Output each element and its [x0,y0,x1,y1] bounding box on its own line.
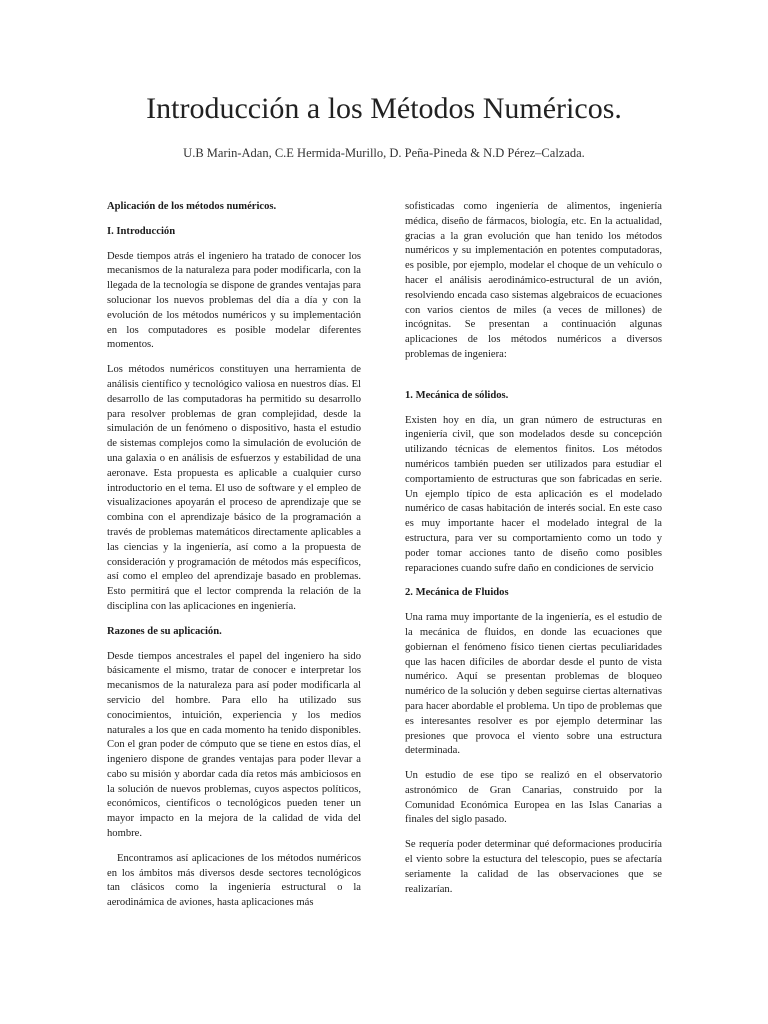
fluids-paragraph-2: Un estudio de ese tipo se realizó en el observatorio astronómico de Gran Canarias, construido por la Comunidad Económica Europea en las Islas Canarias a finales del siglo pasado. [405,770,662,826]
solids-paragraph: Existen hoy en día, un gran número de estructuras en ingeniería civil, que son modelados desde su concepción utilizando técnicas de elementos finitos. Los métodos numéricos también pueden ser utilizados para estudiar el comportamiento de estructuras que son fabricadas en serie. Un ejemplo típico de esta aplicación es el modelado numérico de casas habitación de interés social. En este caso es muy importante hacer el modelado integral de la estructura, para ver su comportamiento como un todo y poder tomar acciones tanto de diseño como posibles reparaciones cuando sufre daño en condiciones de servicio [405,414,662,574]
fluids-paragraph-3: Se requería poder determinar qué deformaciones produciría el viento sobre la estuctura del telescopio, pues se afectaría seriamente la calidad de las observaciones que se realizarían. [405,839,662,895]
continuation-paragraph: sofisticadas como ingeniería de alimentos, ingeniería médica, diseño de fármacos, biología, etc. En la actualidad, gracias a la gran evolución que han tenido los métodos numéricos y su implementación en potentes computadoras, es posible, por ejemplo, modelar el choque de un vehículo o hacer el análisis aerodinámico-estructural de un avión, resolviendo encada caso sistemas algebraicos de ecuaciones con varios cientos de miles (a veces de millones) de incógnitas. Se presentan a continuación algunas aplicaciones de los métodos numéricos a diversos problemas de ingeniera: [405,201,662,360]
heading-application: Aplicación de los métodos numéricos. [107,201,277,212]
right-column [405,200,662,907]
reasons-paragraph-1: Desde tiempos ancestrales el papel del ingeniero ha sido básicamente el mismo, tratar de conocer e interpretar los mecanismos de la naturaleza para así poder modificarla al servicio del hombre. Para ello ha utilizado sus conocimientos, intuición, experiencia y los medios naturales a los que en cada momento ha tenido disponibles. Con el gran poder de cómputo que se tiene en estos días, el ingeniero dispone de grandes ventajas para poder llevar a cabo su misión y abordar cada día retos más ambiciosos en la solución de nuevos problemas, cuyos aspectos políticos, económicos, científicos o tecnológicos pueden tener un mayor impacto en la mejora de la calidad de vida del hombre. [107,650,361,840]
section-spacer [405,373,662,389]
document-title: Introducción a los Métodos Numéricos. [146,92,622,125]
fluids-paragraph-1: Una rama muy importante de la ingeniería, es el estudio de la mecánica de fluidos, en donde las ecuaciones que gobiernan el fenómeno físico tienen ciertas peculiaridades que las hacen difíciles de abordar desde el punto de vista numérico. Aquí se presentan problemas de bloqueo numérico de la solución y deben seguirse ciertas alternativas para hacer abordable el problema. Un tipo de problemas que es interesantes resolver es por ejemplo determinar las presiones que provoca el viento sobre una estructura determinada. [405,612,662,757]
heading-fluid-mechanics: 2. Mecánica de Fluidos [405,587,509,599]
document-authors: U.B Marin-Adan, C.E Hermida-Murillo, D. Peña-Pineda & N.D Pérez–Calzada. [183,146,585,160]
reasons-paragraph-2: Encontramos así aplicaciones de los métodos numéricos en los ámbitos más diversos desde sectores tecnológicos tan clásicos como la ingeniería estructural o la aerodinámica de aviones, hasta aplicaciones más [107,852,361,909]
heading-reasons: Razones de su aplicación. [107,625,222,637]
heading-solid-mechanics: 1. Mecánica de sólidos. [405,389,509,401]
intro-paragraph-1: Desde tiempos atrás el ingeniero ha tratado de conocer los mecanismos de la naturaleza para poder modificarla, con la llegada de la tecnología se dispone de grandes ventajas para solucionar los nuevos problemas del día a día y con la evolución de los métodos numéricos y su implementación en los computadores es posible modelar diferentes momentos. [107,250,361,351]
heading-introduction: I. Introducción [107,225,176,237]
intro-paragraph-2: Los métodos numéricos constituyen una herramienta de análisis científico y tecnológico valiosa en nuestros días. El desarrollo de las computadoras ha permitido su desarrollo para resolver problemas de gran complejidad, desde la simulación de un fenómeno o dispositivo, hasta el estudio de sistemas complejos como la simulación de evolución de una galaxia o en análisis de esfuerzos y estabilidad de una aeronave. Esta propuesta es aplicable a cualquier curso introductorio en el tema. El uso de software y el empleo de visualizaciones apoyarán el proceso de aprendizaje que se combina con el aprendizaje básico de la programación a través de problemas matemáticos directamente aplicables a las ciencias y la ingeniería, así como a la propuesta de consideración y programación de métodos más específicos, así como el empleo del aprendizaje basado en problemas. Esto permitirá que el lector comprenda la relación de la disciplina con las aplicaciones en ingeniería. [107,364,361,612]
left-column [107,200,361,921]
